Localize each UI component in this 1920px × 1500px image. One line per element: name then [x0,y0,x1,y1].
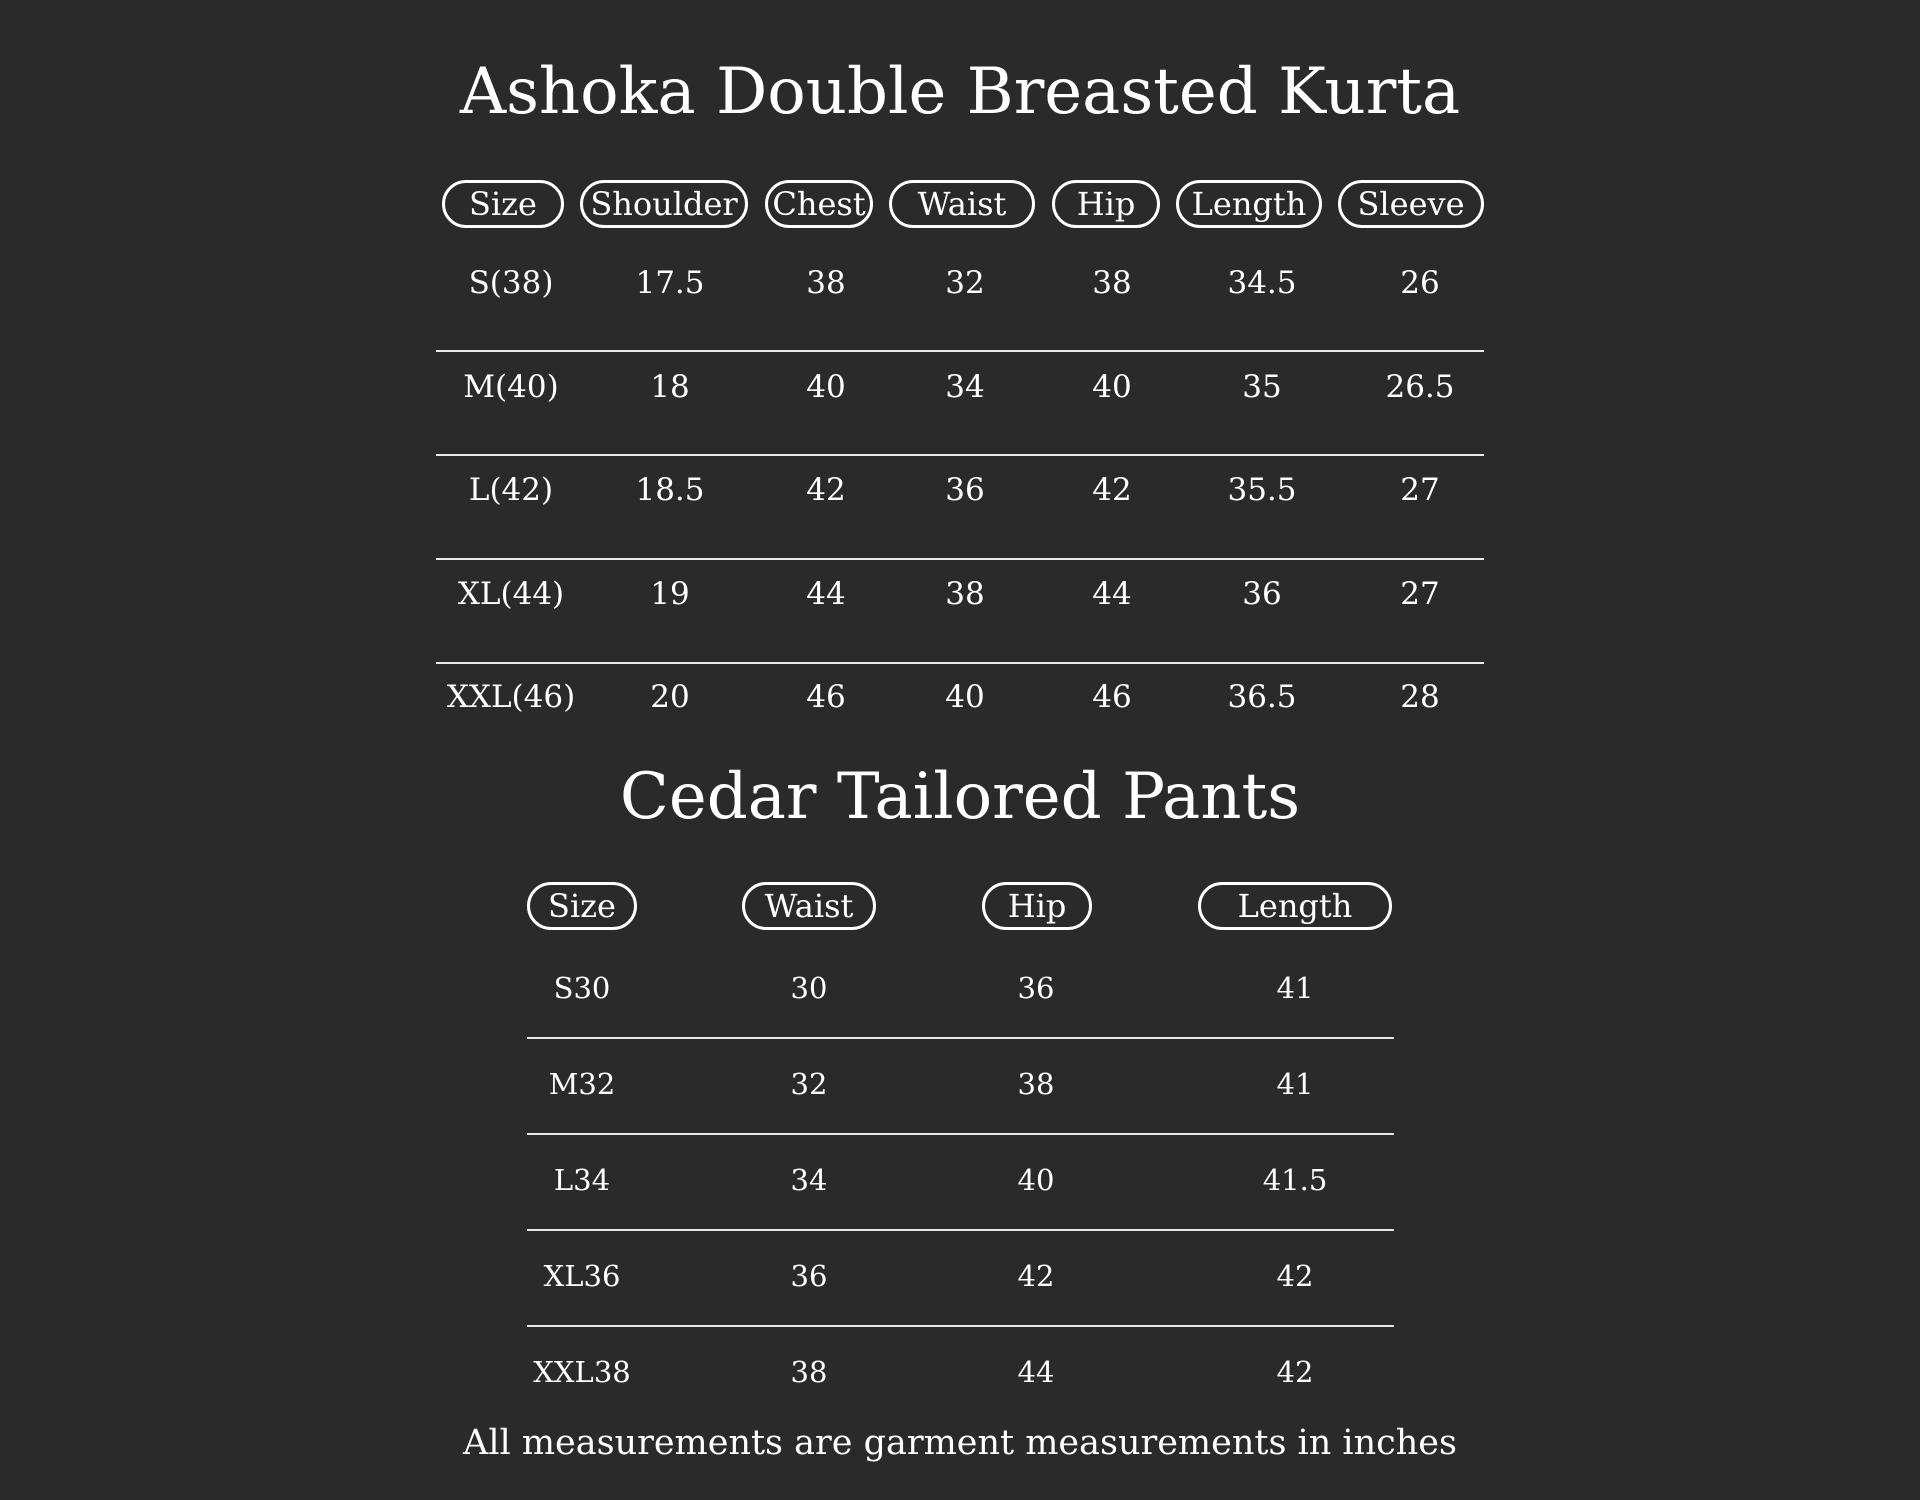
kurta-cell-size: S(38) [468,265,554,301]
kurta-cell-hip: 44 [1092,576,1132,612]
pants-cell-waist: 38 [790,1355,828,1389]
kurta-cell-hip: 38 [1092,265,1132,301]
kurta-header-sleeve: Sleeve [1338,180,1484,228]
pants-cell-size: L34 [553,1163,611,1197]
row-divider [527,1325,1394,1327]
kurta-cell-chest: 46 [806,679,846,715]
pants-cell-waist: 30 [790,971,828,1005]
kurta-cell-sleeve: 26.5 [1385,369,1455,405]
pants-cell-length: 41.5 [1262,1163,1328,1197]
pants-cell-waist: 36 [790,1259,828,1293]
pants-cell-length: 41 [1276,971,1314,1005]
kurta-cell-length: 36.5 [1227,679,1297,715]
kurta-cell-waist: 38 [945,576,985,612]
kurta-header-length: Length [1176,180,1322,228]
kurta-cell-hip: 40 [1092,369,1132,405]
row-divider [436,350,1484,352]
kurta-cell-shoulder: 19 [650,576,690,612]
pants-cell-size: XXL38 [533,1355,631,1389]
kurta-cell-chest: 40 [806,369,846,405]
row-divider [527,1229,1394,1231]
pants-header-size: Size [527,882,637,930]
kurta-cell-sleeve: 28 [1400,679,1440,715]
kurta-cell-size: XL(44) [457,576,565,612]
pants-cell-length: 42 [1276,1355,1314,1389]
kurta-cell-waist: 32 [945,265,985,301]
kurta-cell-chest: 44 [806,576,846,612]
kurta-cell-sleeve: 27 [1400,576,1440,612]
kurta-cell-length: 36 [1242,576,1282,612]
kurta-cell-hip: 42 [1092,472,1132,508]
pants-cell-waist: 32 [790,1067,828,1101]
row-divider [527,1037,1394,1039]
kurta-header-hip: Hip [1052,180,1160,228]
kurta-cell-shoulder: 18 [650,369,690,405]
pants-header-waist: Waist [742,882,876,930]
kurta-cell-shoulder: 17.5 [635,265,705,301]
pants-cell-hip: 38 [1017,1067,1055,1101]
row-divider [436,662,1484,664]
pants-header-hip: Hip [982,882,1092,930]
row-divider [436,558,1484,560]
kurta-header-shoulder: Shoulder [580,180,748,228]
kurta-cell-size: XXL(46) [446,679,576,715]
pants-cell-length: 42 [1276,1259,1314,1293]
pants-title: Cedar Tailored Pants [619,760,1301,834]
kurta-cell-chest: 38 [806,265,846,301]
kurta-header-chest: Chest [765,180,873,228]
pants-cell-waist: 34 [790,1163,828,1197]
kurta-cell-waist: 34 [945,369,985,405]
pants-cell-length: 41 [1276,1067,1314,1101]
kurta-cell-chest: 42 [806,472,846,508]
kurta-cell-size: M(40) [463,369,559,405]
row-divider [436,454,1484,456]
pants-cell-hip: 42 [1017,1259,1055,1293]
kurta-title: Ashoka Double Breasted Kurta [459,55,1461,129]
pants-cell-size: S30 [553,971,611,1005]
kurta-cell-shoulder: 18.5 [635,472,705,508]
kurta-cell-length: 35.5 [1227,472,1297,508]
kurta-cell-waist: 36 [945,472,985,508]
kurta-cell-sleeve: 26 [1400,265,1440,301]
kurta-header-size: Size [442,180,564,228]
pants-cell-size: M32 [548,1067,616,1101]
kurta-header-waist: Waist [889,180,1035,228]
kurta-cell-waist: 40 [945,679,985,715]
pants-cell-hip: 44 [1017,1355,1055,1389]
kurta-cell-sleeve: 27 [1400,472,1440,508]
pants-header-length: Length [1198,882,1392,930]
kurta-cell-length: 34.5 [1227,265,1297,301]
kurta-cell-shoulder: 20 [650,679,690,715]
pants-cell-size: XL36 [543,1259,621,1293]
kurta-cell-size: L(42) [468,472,554,508]
measurement-footnote: All measurements are garment measurements in inches [463,1423,1457,1463]
pants-cell-hip: 36 [1017,971,1055,1005]
kurta-cell-length: 35 [1242,369,1282,405]
kurta-cell-hip: 46 [1092,679,1132,715]
row-divider [527,1133,1394,1135]
pants-cell-hip: 40 [1017,1163,1055,1197]
